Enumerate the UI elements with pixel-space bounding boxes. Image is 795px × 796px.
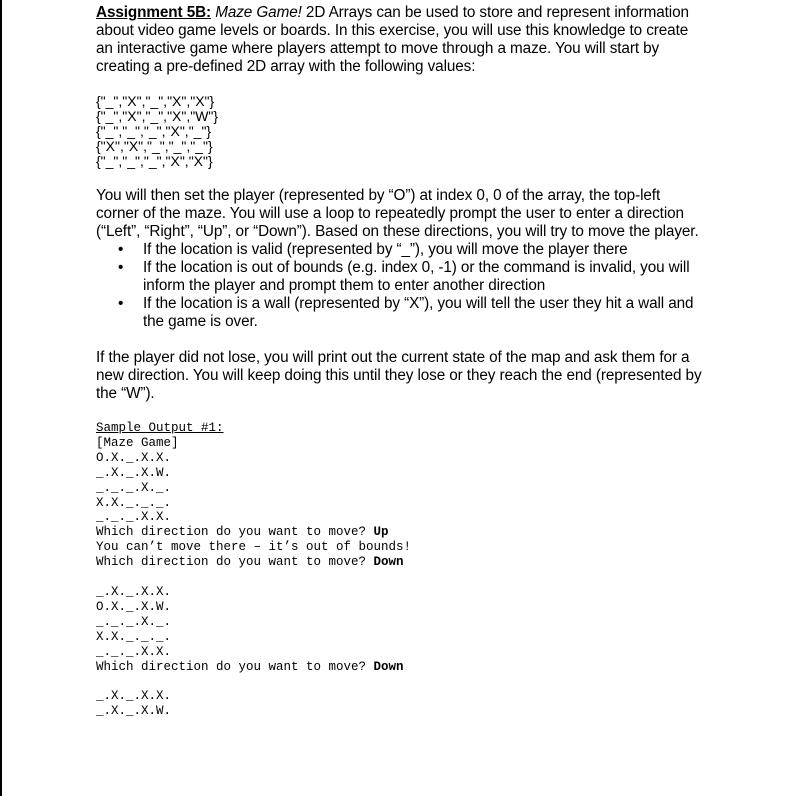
map-row: O.X._.X.W. (96, 599, 172, 614)
map-row: _._._.X.X. (96, 644, 172, 659)
map-row: _._._.X.X. (96, 510, 172, 525)
prompt-text: Which direction do you want to move? (96, 555, 374, 570)
prompt-text: Which direction do you want to move? (96, 659, 374, 674)
blank-line (96, 674, 706, 689)
prompt-line (96, 555, 706, 570)
map-row: _._._.X._. (96, 480, 172, 495)
closing-paragraph: If the player did not lose, you will print out the current state of the map and ask them for a new direction. You will keep doing this until they lose or they reach the end (represented by the “W”). (96, 349, 702, 402)
array-row: {"_","_","_","X","X"} (96, 153, 213, 169)
user-input: Down (373, 659, 404, 674)
instructions-paragraph: You will then set the player (represented by “O”) at index 0, 0 of the array, the top-left corner of the maze. You will use a loop to repeatedly prompt the user to enter a direction (“Left”, “Right”, “Up”, or “Down”). Based on these directions, you will try to move the player. (96, 187, 699, 240)
game-header: [Maze Game] (96, 435, 179, 450)
assignment-label: Assignment 5B: (96, 4, 212, 21)
map-row: X.X._._._. (96, 495, 172, 510)
map-row: _._._.X._. (96, 614, 172, 629)
map-row: _.X._.X.W. (96, 465, 172, 480)
intro-text: 2D Arrays can be used to store and represent information about video game levels or boards. In this exercise, you will use this knowledge to create an interactive game where players attempt to move through a maze. You will start by creating a pre-defined 2D array with the following values: (96, 4, 689, 75)
prompt-line (96, 525, 706, 540)
map-row: X.X._._._. (96, 629, 172, 644)
rules-list (96, 241, 706, 331)
document-page (96, 4, 706, 719)
blank-line (96, 570, 706, 585)
array-row: {"X","X","_","_","_"} (96, 138, 213, 154)
prompt-line (96, 660, 706, 675)
map-row: O.X._.X.X. (96, 450, 172, 465)
map-row: _.X._.X.W. (96, 704, 172, 719)
intro-paragraph (96, 4, 706, 76)
prompt-text: Which direction do you want to move? (96, 525, 374, 540)
array-row: {"_","X","_","X","W"} (96, 108, 219, 124)
map-row: _.X._.X.X. (96, 584, 172, 599)
array-row: {"_","_","_","X","_"} (96, 123, 212, 139)
rule-valid-move: • If the location is valid (represented by “_”), you will move the player there (96, 241, 706, 259)
rule-out-of-bounds: • If the location is out of bounds (e.g. index 0, -1) or the command is invalid, you will inform the player and prompt them to enter another direction (96, 259, 706, 295)
map-row: _.X._.X.X. (96, 689, 172, 704)
user-input: Up (373, 525, 389, 540)
sample-output (96, 421, 706, 719)
user-input: Down (373, 555, 404, 570)
array-values (96, 94, 706, 169)
sample-output-title: Sample Output #1: (96, 421, 224, 435)
rule-wall-hit: • If the location is a wall (represented by “X”), you will tell the user they hit a wall and the game is over. (96, 295, 706, 331)
page-left-border (0, 0, 2, 796)
error-message: You can’t move there – it’s out of bounds! (96, 540, 412, 555)
array-row: {"_","X","_","X","X"} (96, 93, 215, 109)
assignment-title: Maze Game! (215, 4, 302, 21)
